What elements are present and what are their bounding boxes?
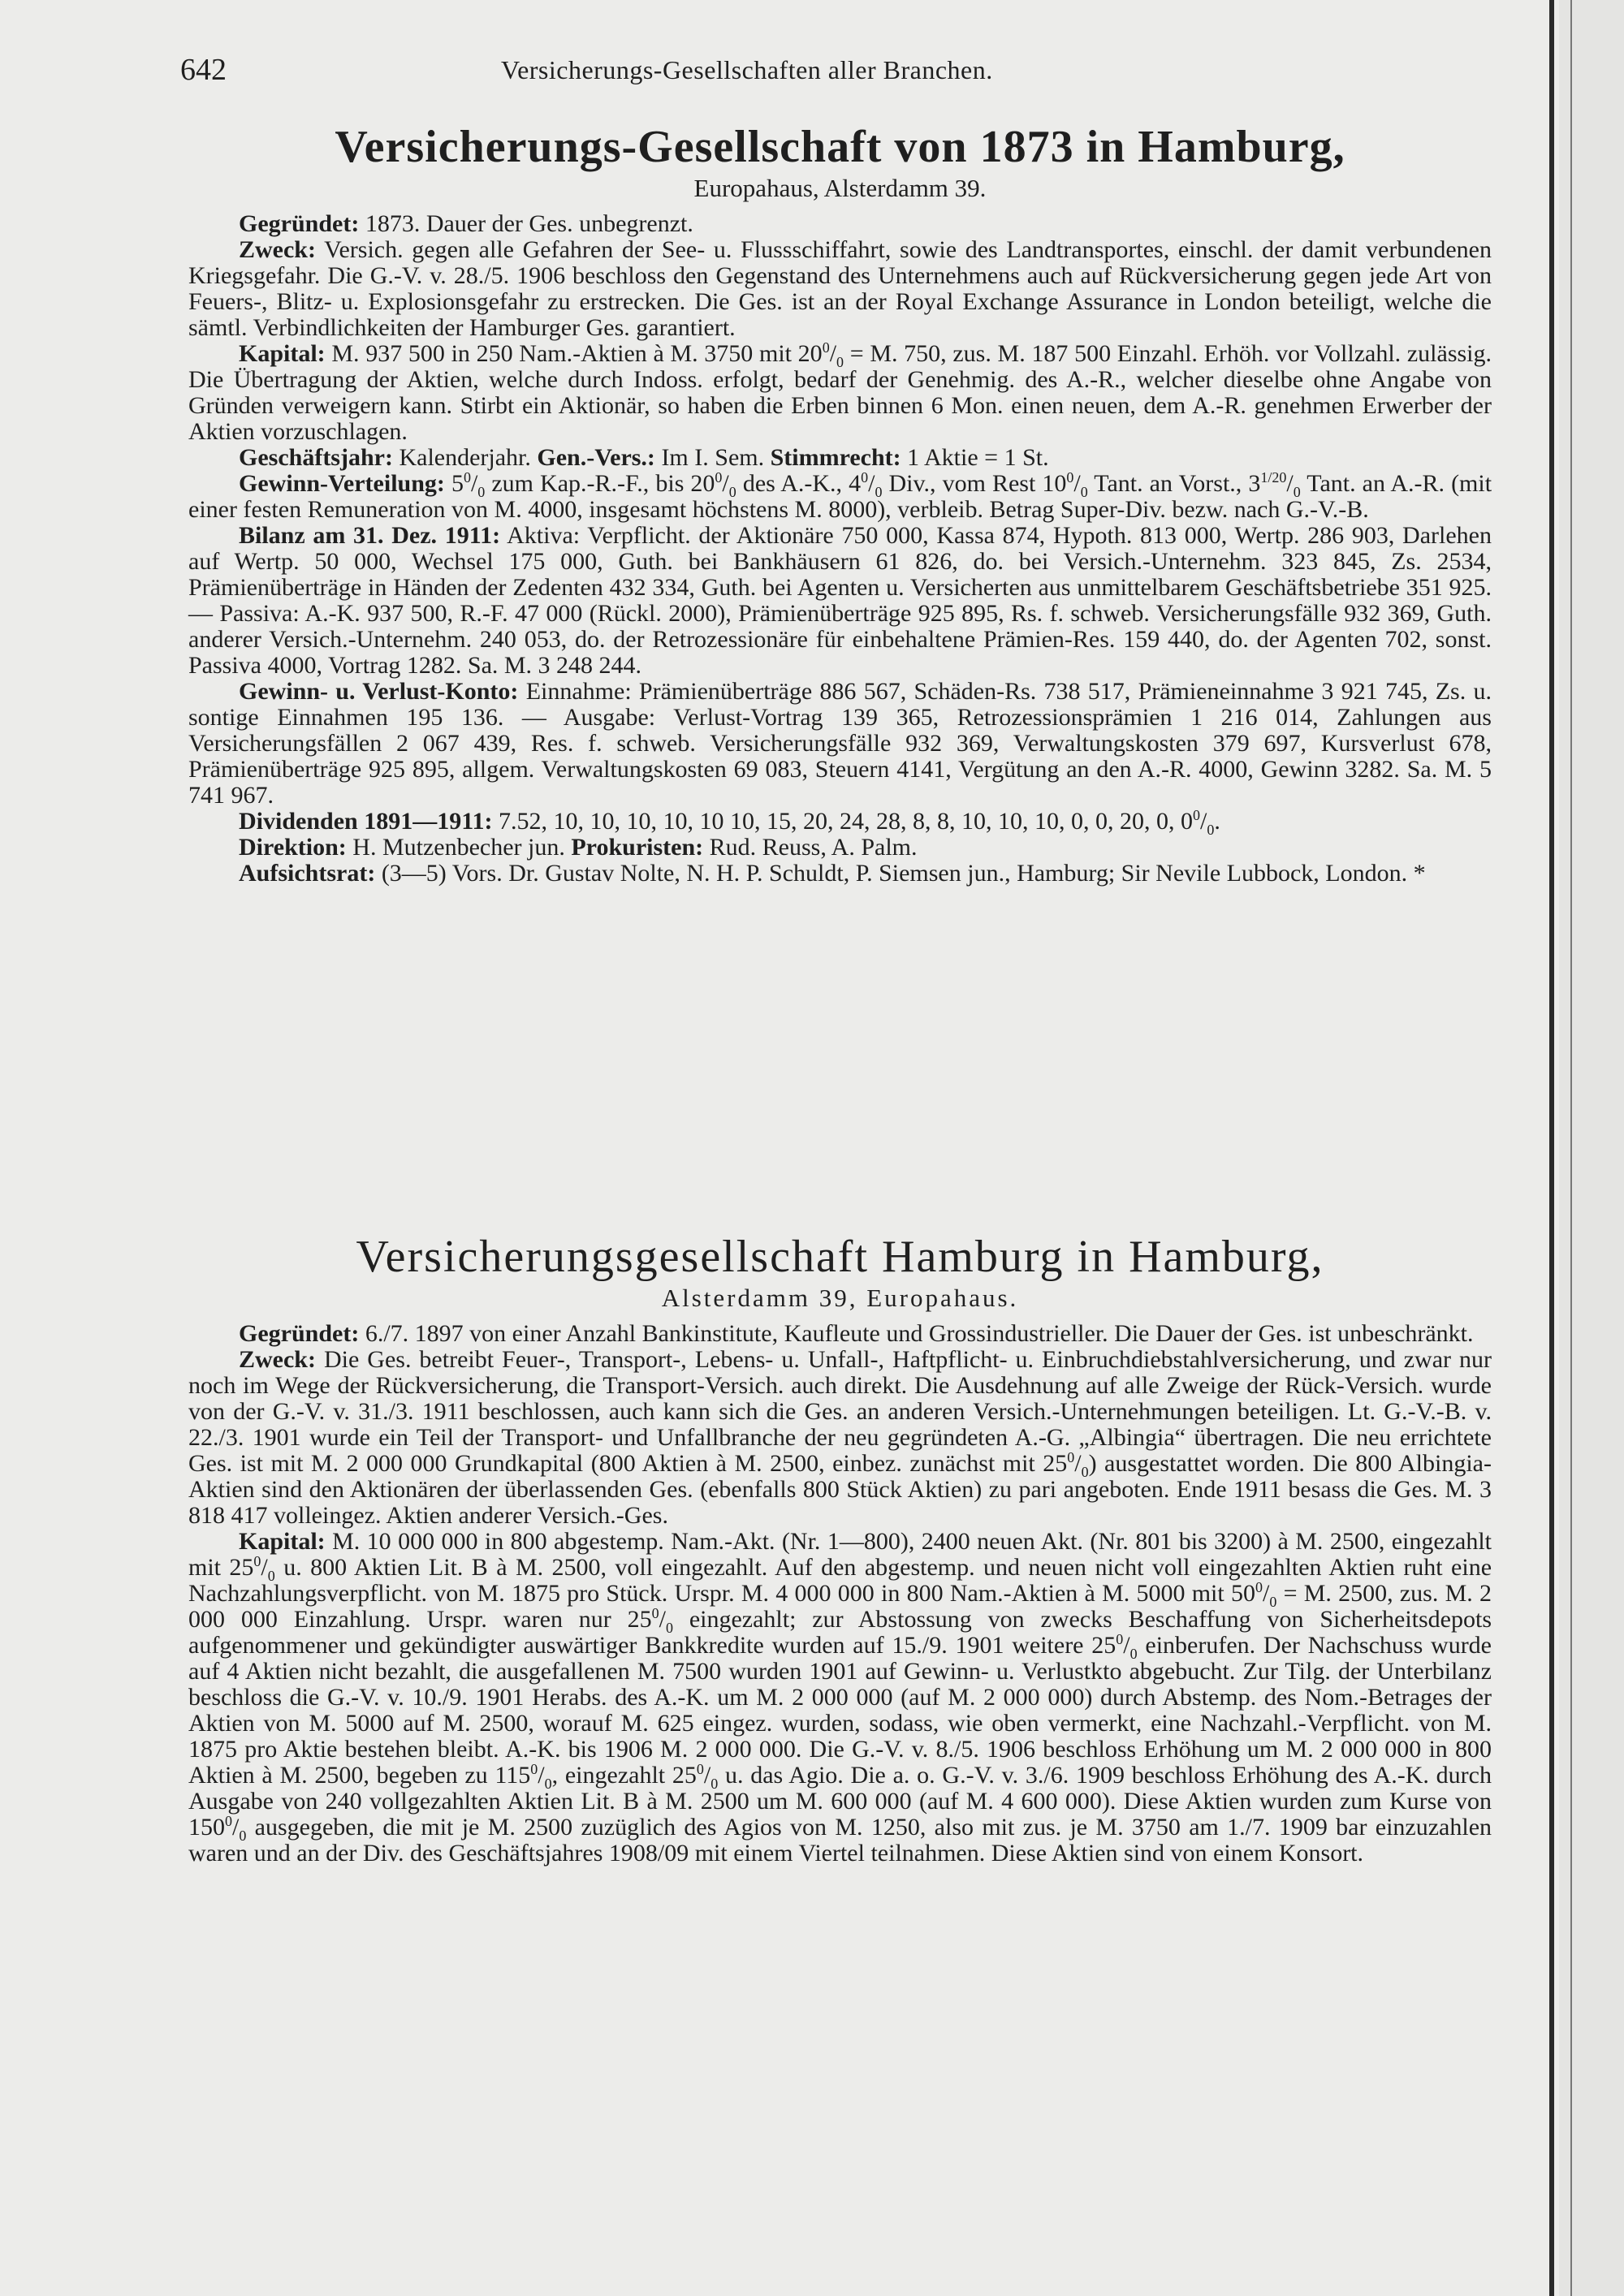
percent-sub: 0 [710, 1776, 719, 1792]
dividenden-paragraph: Dividenden 1891—1911: 7.52, 10, 10, 10, 10, 10 10, 15, 20, 24, 28, 8, 8, 10, 10, 10, 0, 0, 20, 0, $0^0/_0$. [239, 807, 1220, 838]
percent-sub: 0 [477, 484, 486, 500]
aufsichtsrat-paragraph [188, 861, 1492, 887]
gewinn-verteilung-label: Gewinn-Verteilung: [239, 470, 445, 497]
gewinn-verlust-paragraph [188, 679, 1492, 809]
kapital-t7: u. das Agio. Die a. o. G.-V. v. 3./6. 1909 beschloss Erhöhung des A.-K. durch Ausgabe von 240 vollgezahlten Aktien Lit. B à M. 2500 um M. 600 000 (auf M. 4 600 000). Diese Aktien wurden zum Kurse von 150 [188, 1762, 1492, 1841]
kapital-t1: M. 10 000 000 in 800 abgestemp. Nam.-Akt. (Nr. 1—800), 2400 neuen Akt. (Nr. 801 bis 3200) à M. 2500, eingezahlt mit 25 [188, 1528, 1492, 1581]
gv-t3: Div., vom Rest 10 [888, 470, 1067, 497]
section-vg-hamburg [188, 1230, 1492, 1867]
gegruendet-text: 1873. Dauer der Ges. unbegrenzt. [365, 210, 693, 237]
stimmrecht-label: Stimmrecht: [770, 444, 901, 471]
gv-p1: 5 [451, 470, 464, 497]
kapital-paragraph: Kapital: M. 10 000 000 in 800 abgestemp. Nam.-Akt. (Nr. 1—800), 2400 neuen Akt. (Nr. 801 bis 3200) à M. 2500, eingezahlt mit $25^0/_0$ u. 800 Aktien Lit. B à M. 2500, voll eingezahlt. Auf den abgestemp. und neuen nicht voll eingezahlten Aktien ruht eine Nachzahlungsverpflicht. von M. 1875 pro Stück. Urspr. M. 4 000 000 in 800 Nam.-Aktien à M. 5000 mit $50^0/_0 = M$. 2500, zus. M. 2 000 000 Einzahlung. Urspr. waren nur $25^0/_0$ eingezahlt; zur Abstossung von zwecks Beschaffung von Sicherheitsdepots aufgenommener und gekündigter auswärtiger Bankkredite wurden auf 15./9. 1901 weitere $25^0/_0$ einberufen. Der Nachschuss wurde auf 4 Aktien nicht bezahlt, die ausgefallenen M. 7500 wurden 1901 auf Gewinn- u. Verlustkto abgebucht. Zur Tilg. der Unterbilanz beschloss die G.-V. v. 10./9. 1901 Herabs. des A.-K. um M. 2 000 000 (auf M. 2 000 000) durch Abstemp. des Nom.-Betrages der Aktien von M. 5000 auf M. 2500, worauf M. 625 eingez. wurden, sodass, wie oben vermerkt, eine Nachzahl.-Verpflicht. von M. 1875 pro Aktie bestehen bleibt. A.-K. bis 1906 M. 2 000 000. Die G.-V. v. 8./5. 1906 beschloss Erhöhung um M. 2 000 000 in 800 Aktien à M. 2500, begeben zu $115^0/_0$, eingezahlt $25^0/_0$ u. das Agio. Die a. o. G.-V. v. 3./6. 1909 beschloss Erhöhung des A.-K. durch Ausgabe von 240 vollgezahlten Aktien Lit. B à M. 2500 um M. 600 000 (auf M. 4 600 000). Diese Aktien wurden zum Kurse von $150^0/_0$ ausgegeben, die mit je M. 2500 zuzüglich des Agios von M. 1250, also mit zus. je M. 3750 am 1./7. 1909 bar einzuzahlen waren und an der Div. des Geschäftsjahres 1908/09 mit einem Viertel teilnahmen. Diese Aktien sind von einem Konsort. [188, 1528, 1492, 1867]
percent-sub: 0 [239, 1828, 247, 1844]
section-address: Alsterdamm 39, Europahaus. [661, 1284, 1019, 1312]
page-number: 642 [180, 53, 227, 87]
zweck-paragraph: Zweck: Die Ges. betreibt Feuer-, Transport-, Lebens- u. Unfall-, Haftpflicht- u. Einbruchdiebstahlversicherung, und zwar nur noch im Wege der Rückversicherung, die Transport-Versich. auch direkt. Die Ausdehnung auf alle Zweige der Rück-Versich. wurde von der G.-V. v. 31./3. 1911 beschlossen, auch kann sich die Ges. an anderen Versich.-Unternehmungen beteiligen. Lt. G.-V.-B. v. 22./3. 1901 wurde ein Teil der Transport- und Unfallbranche der neu gegründeten A.-G. „Albingia“ übertragen. Die neu errichtete Ges. ist mit M. 2 000 000 Grundkapital (800 Aktien à M. 2500, einbez. zunächst mit $25^0/_0$) ausgestattet worden. Die 800 Albingia-Aktien sind den Aktionären der überlassenden Ges. (ebenfalls 800 Stück Aktien) zu pari angeboten. Ende 1911 besass die Ges. M. 3 818 417 volleingez. Aktien anderer Versich.-Ges. [188, 1346, 1492, 1529]
percent-sub: 0 [544, 1776, 552, 1792]
gv-t2: des A.-K., 4 [742, 470, 862, 497]
geschaeftsjahr-text: Kalenderjahr. [399, 444, 531, 471]
kapital-t4: eingezahlt; zur Abstossung von zwecks Beschaffung von Sicherheitsdepots aufgenommener und gekündigter auswärtiger Bankkredite wurden auf 15./9. 1901 weitere 25 [188, 1606, 1492, 1659]
kapital-text-a: M. 937 500 in 250 Nam.-Aktien à M. 3750 mit 20 [331, 340, 823, 367]
percent-sup: 0 [1193, 807, 1201, 823]
gewinn-verteilung-paragraph: Gewinn-Verteilung: $5^0/_0$ zum Kap.-R.-F., bis $20^0/_0$ des A.-K., $4^0/_0$ Div., vom Rest $10^0/_0$ Tant. an Vorst., $3^{1/20}/_0$ Tant. an A.-R. (mit einer festen Remuneration von M. 4000, insgesamt höchstens M. 8000), verbleib. Betrag Super-Div. bezw. nach G.-V.-B. [188, 469, 1492, 523]
percent-sup: 0 [861, 469, 869, 486]
percent-sup: 0 [463, 469, 471, 486]
gegruendet-label: Gegründet: [239, 1320, 360, 1347]
section-vg-1873 [188, 120, 1492, 887]
percent-sup: 0 [696, 1761, 704, 1777]
percent-sub: 0 [728, 484, 736, 500]
geschaeftsjahr-paragraph [188, 445, 1492, 471]
genvers-label: Gen.-Vers.: [537, 444, 655, 471]
percent-sup: 0 [530, 1761, 538, 1777]
gewinn-verlust-text: Einnahme: Prämienüberträge 886 567, Schäden-Rs. 738 517, Prämieneinnahme 3 921 745, Zs. u. sontige Einnahmen 195 136. — Ausgabe: Verlust-Vortrag 139 365, Retrozessionsprämien 1 216 014, Zahlungen aus Versicherungsfällen 2 067 439, Res. f. schweb. Versicherungsfälle 932 369, Verwaltungskosten 379 697, Kursverlust 678, Prämienüberträge 925 895, allgem. Verwaltungskosten 69 083, Steuern 4141, Vergütung an den A.-R. 4000, Gewinn 3282. Sa. M. 5 741 967. [188, 678, 1492, 809]
percent-sup: 0 [715, 469, 723, 486]
kapital-t3: = M. 2500, zus. M. 2 000 000 Einzahlung. Urspr. waren nur 25 [188, 1580, 1492, 1633]
gewinn-verlust-label: Gewinn- u. Verlust-Konto: [239, 678, 519, 705]
kapital-text-b: = M. 750, zus. M. 187 500 Einzahl. Erhöh. vor Vollzahl. zulässig. Die Übertragung der Aktien, welche durch Indoss. erfolgt, bedarf der Genehmig. des A.-R., welcher dieselbe ohne Angabe von Gründen verweigern kann. Stirbt ein Aktionär, so haben die Erben binnen 6 Mon. einen neuen, dem A.-R. genehmen Erwerber der Aktien vorzuschlagen. [188, 340, 1492, 445]
percent-sub: 0 [1080, 484, 1088, 500]
zweck-paragraph [188, 237, 1492, 341]
kapital-paragraph: Kapital: M. 937 500 in 250 Nam.-Aktien à M. 3750 mit $20^0/_0 = M$. 750, zus. M. 187 500 Einzahl. Erhöh. vor Vollzahl. zulässig. Die Übertragung der Aktien, welche durch Indoss. erfolgt, bedarf der Genehmig. des A.-R., welcher dieselbe ohne Angabe von Gründen verweigern kann. Stirbt ein Aktionär, so haben die Erben binnen 6 Mon. einen neuen, dem A.-R. genehmen Erwerber der Aktien vorzuschlagen. [188, 339, 1492, 445]
gegruendet-label: Gegründet: [239, 210, 360, 237]
dividenden-text: 7.52, 10, 10, 10, 10, 10 10, 15, 20, 24, 28, 8, 8, 10, 10, 10, 0, 0, 20, 0, 0 [499, 808, 1194, 835]
percent-sub: 0 [267, 1568, 275, 1584]
aufsichtsrat-text: (3—5) Vors. Dr. Gustav Nolte, N. H. P. Schuldt, P. Siemsen jun., Hamburg; Sir Nevile Lubbock, London. * [381, 860, 1426, 887]
percent-sup: 0 [651, 1605, 659, 1621]
percent-sub: 0 [1081, 1464, 1089, 1480]
scan-edge-line-thin [1570, 0, 1572, 2296]
zweck-label: Zweck: [239, 236, 316, 263]
percent-sub: 0 [1269, 1594, 1277, 1610]
section-title: Versicherungsgesellschaft Hamburg in Hamburg, [356, 1232, 1324, 1282]
kapital-t8: ausgegeben, die mit je M. 2500 zuzüglich des Agios von M. 1250, also mit zus. je M. 3750 am 1./7. 1909 bar einzuzahlen waren und an der Div. des Geschäftsjahres 1908/09 mit einem Viertel teilnahmen. Diese Aktien sind von einem Konsort. [188, 1814, 1492, 1867]
bilanz-text: Aktiva: Verpflicht. der Aktionäre 750 000, Kassa 874, Hypoth. 813 000, Wertp. 286 903, Darlehen auf Wertp. 50 000, Wechsel 175 000, Guth. bei Bankhäusern 61 826, do. bei Versich.-Unternehm. 323 845, Zs. 2534, Prämienüberträge in Händen der Zedenten 432 334, Guth. bei Agenten u. Versicherten aus unmittelbarem Geschäftsbetriebe 351 925. — Passiva: A.-K. 937 500, R.-F. 47 000 (Rückl. 2000), Prämienüberträge 925 895, Rs. f. schweb. Versicherungsfälle 932 369, Guth. anderer Versich.-Unternehm. 240 053, do. der Retrozessionäre für einbehaltene Prämien-Res. 159 440, do. der Agenten 702, sonst. Passiva 4000, Vortrag 1282. Sa. M. 3 248 244. [188, 522, 1492, 679]
kapital-t6: , eingezahlt 25 [551, 1762, 697, 1789]
prokuristen-text: Rud. Reuss, A. Palm. [709, 834, 918, 861]
section-address: Europahaus, Alsterdamm 39. [693, 174, 987, 202]
kapital-label: Kapital: [239, 1528, 326, 1555]
percent-sup: 0 [1255, 1579, 1263, 1595]
gegruendet-paragraph [188, 211, 1492, 237]
half-fraction: 1/2 [1260, 469, 1280, 486]
aufsichtsrat-label: Aufsichtsrat: [239, 860, 376, 887]
zweck-text-a: Die Ges. betreibt Feuer-, Transport-, Lebens- u. Unfall-, Haftpflicht- u. Einbruchdiebstahlversicherung, und zwar nur noch im Wege der Rückversicherung, die Transport-Versich. auch direkt. Die Ausdehnung auf alle Zweige der Rück-Versich. wurde von der G.-V. v. 31./3. 1911 beschlossen, auch kann sich die Ges. an anderen Versich.-Unternehmungen beteiligen. Lt. G.-V.-B. v. 22./3. 1901 wurde ein Teil der Transport- und Unfallbranche der neu gegründeten A.-G. „Albingia“ übertragen. Die neu errichtete Ges. ist mit M. 2 000 000 Grundkapital (800 Aktien à M. 2500, einbez. zunächst mit 25 [188, 1346, 1492, 1477]
percent-sup: 0 [1279, 469, 1287, 486]
percent-sub: 0 [1207, 822, 1215, 838]
percent-sub: 0 [1293, 484, 1301, 500]
prokuristen-label: Prokuristen: [571, 834, 704, 861]
percent-sup: 0 [253, 1553, 261, 1569]
gv-t4: Tant. an Vorst., 3 [1094, 470, 1261, 497]
percent-sub: 0 [875, 484, 883, 500]
direktion-text: H. Mutzenbecher jun. [352, 834, 565, 861]
dividenden-label: Dividenden 1891—1911: [239, 808, 493, 835]
stimmrecht-text: 1 Aktie = 1 St. [907, 444, 1049, 471]
zweck-label: Zweck: [239, 1346, 316, 1373]
genvers-text: Im I. Sem. [661, 444, 765, 471]
percent-sup: 0 [225, 1813, 232, 1829]
page-header [180, 52, 1496, 93]
running-title: Versicherungs-Gesellschaften aller Branchen. [501, 55, 993, 84]
section-title: Versicherungs-Gesellschaft von 1873 in Hamburg, [335, 122, 1345, 172]
percent-sub: 0 [836, 354, 844, 370]
gv-t1: zum Kap.-R.-F., bis 20 [491, 470, 715, 497]
scan-edge-line [1549, 0, 1554, 2296]
bilanz-paragraph [188, 523, 1492, 679]
gegruendet-text: 6./7. 1897 von einer Anzahl Bankinstitute, Kaufleute und Grossindustrieller. Die Dauer der Ges. ist unbeschränkt. [365, 1320, 1474, 1347]
geschaeftsjahr-label: Geschäftsjahr: [239, 444, 393, 471]
kapital-t2: u. 800 Aktien Lit. B à M. 2500, voll eingezahlt. Auf den abgestemp. und neuen nicht voll eingezahlten Aktien ruht eine Nachzahlungsverpflicht. von M. 1875 pro Stück. Urspr. M. 4 000 000 in 800 Nam.-Aktien à M. 5000 mit 50 [188, 1554, 1492, 1607]
percent-sup: 0 [822, 339, 830, 356]
gv-t5: Tant. an A.-R. (mit einer festen Remuneration von M. 4000, insgesamt höchstens M. 8000), verbleib. Betrag Super-Div. bezw. nach G.-V.-B. [188, 470, 1492, 523]
percent-sup: 0 [1067, 1449, 1075, 1465]
percent-sup: 0 [1116, 1631, 1124, 1647]
kapital-t5: einberufen. Der Nachschuss wurde auf 4 Aktien nicht bezahlt, die ausgefallenen M. 7500 wurden 1901 auf Gewinn- u. Verlustkto abgebucht. Zur Tilg. der Unterbilanz beschloss die G.-V. v. 10./9. 1901 Herabs. des A.-K. um M. 2 000 000 (auf M. 2 000 000) durch Abstemp. des Nom.-Betrages der Aktien von M. 5000 auf M. 2500, worauf M. 625 eingez. wurden, sodass, wie oben vermerkt, eine Nachzahl.-Verpflicht. von M. 1875 pro Aktie bestehen bleibt. A.-K. bis 1906 M. 2 000 000. Die G.-V. v. 8./5. 1906 beschloss Erhöhung um M. 2 000 000 in 800 Aktien à M. 2500, begeben zu 115 [188, 1632, 1492, 1789]
kapital-label: Kapital: [239, 340, 326, 367]
direktion-paragraph [188, 835, 1492, 861]
zweck-text-b: ) ausgestattet worden. Die 800 Albingia-Aktien sind den Aktionären der überlassenden Ges. (ebenfalls 800 Stück Aktien) zu pari angeboten. Ende 1911 besass die Ges. M. 3 818 417 volleingez. Aktien anderer Versich.-Ges. [188, 1450, 1492, 1529]
gegruendet-paragraph [188, 1321, 1492, 1347]
percent-sub: 0 [1129, 1646, 1138, 1662]
bilanz-label: Bilanz am 31. Dez. 1911: [239, 522, 501, 549]
zweck-text: Versich. gegen alle Gefahren der See- u. Flussschiffahrt, sowie des Landtransportes, einschl. der damit verbundenen Kriegsgefahr. Die G.-V. v. 28./5. 1906 beschloss den Gegenstand des Unternehmens auch auf Rückversicherung gegen jede Art von Feuers-, Blitz- u. Explosionsgefahr zu erstrecken. Die Ges. ist an der Royal Exchange Assurance in London beteiligt, welche die sämtl. Verbindlichkeiten der Hamburger Ges. garantiert. [188, 236, 1492, 341]
percent-sub: 0 [665, 1620, 673, 1636]
percent-sup: 0 [1066, 469, 1074, 486]
direktion-label: Direktion: [239, 834, 347, 861]
